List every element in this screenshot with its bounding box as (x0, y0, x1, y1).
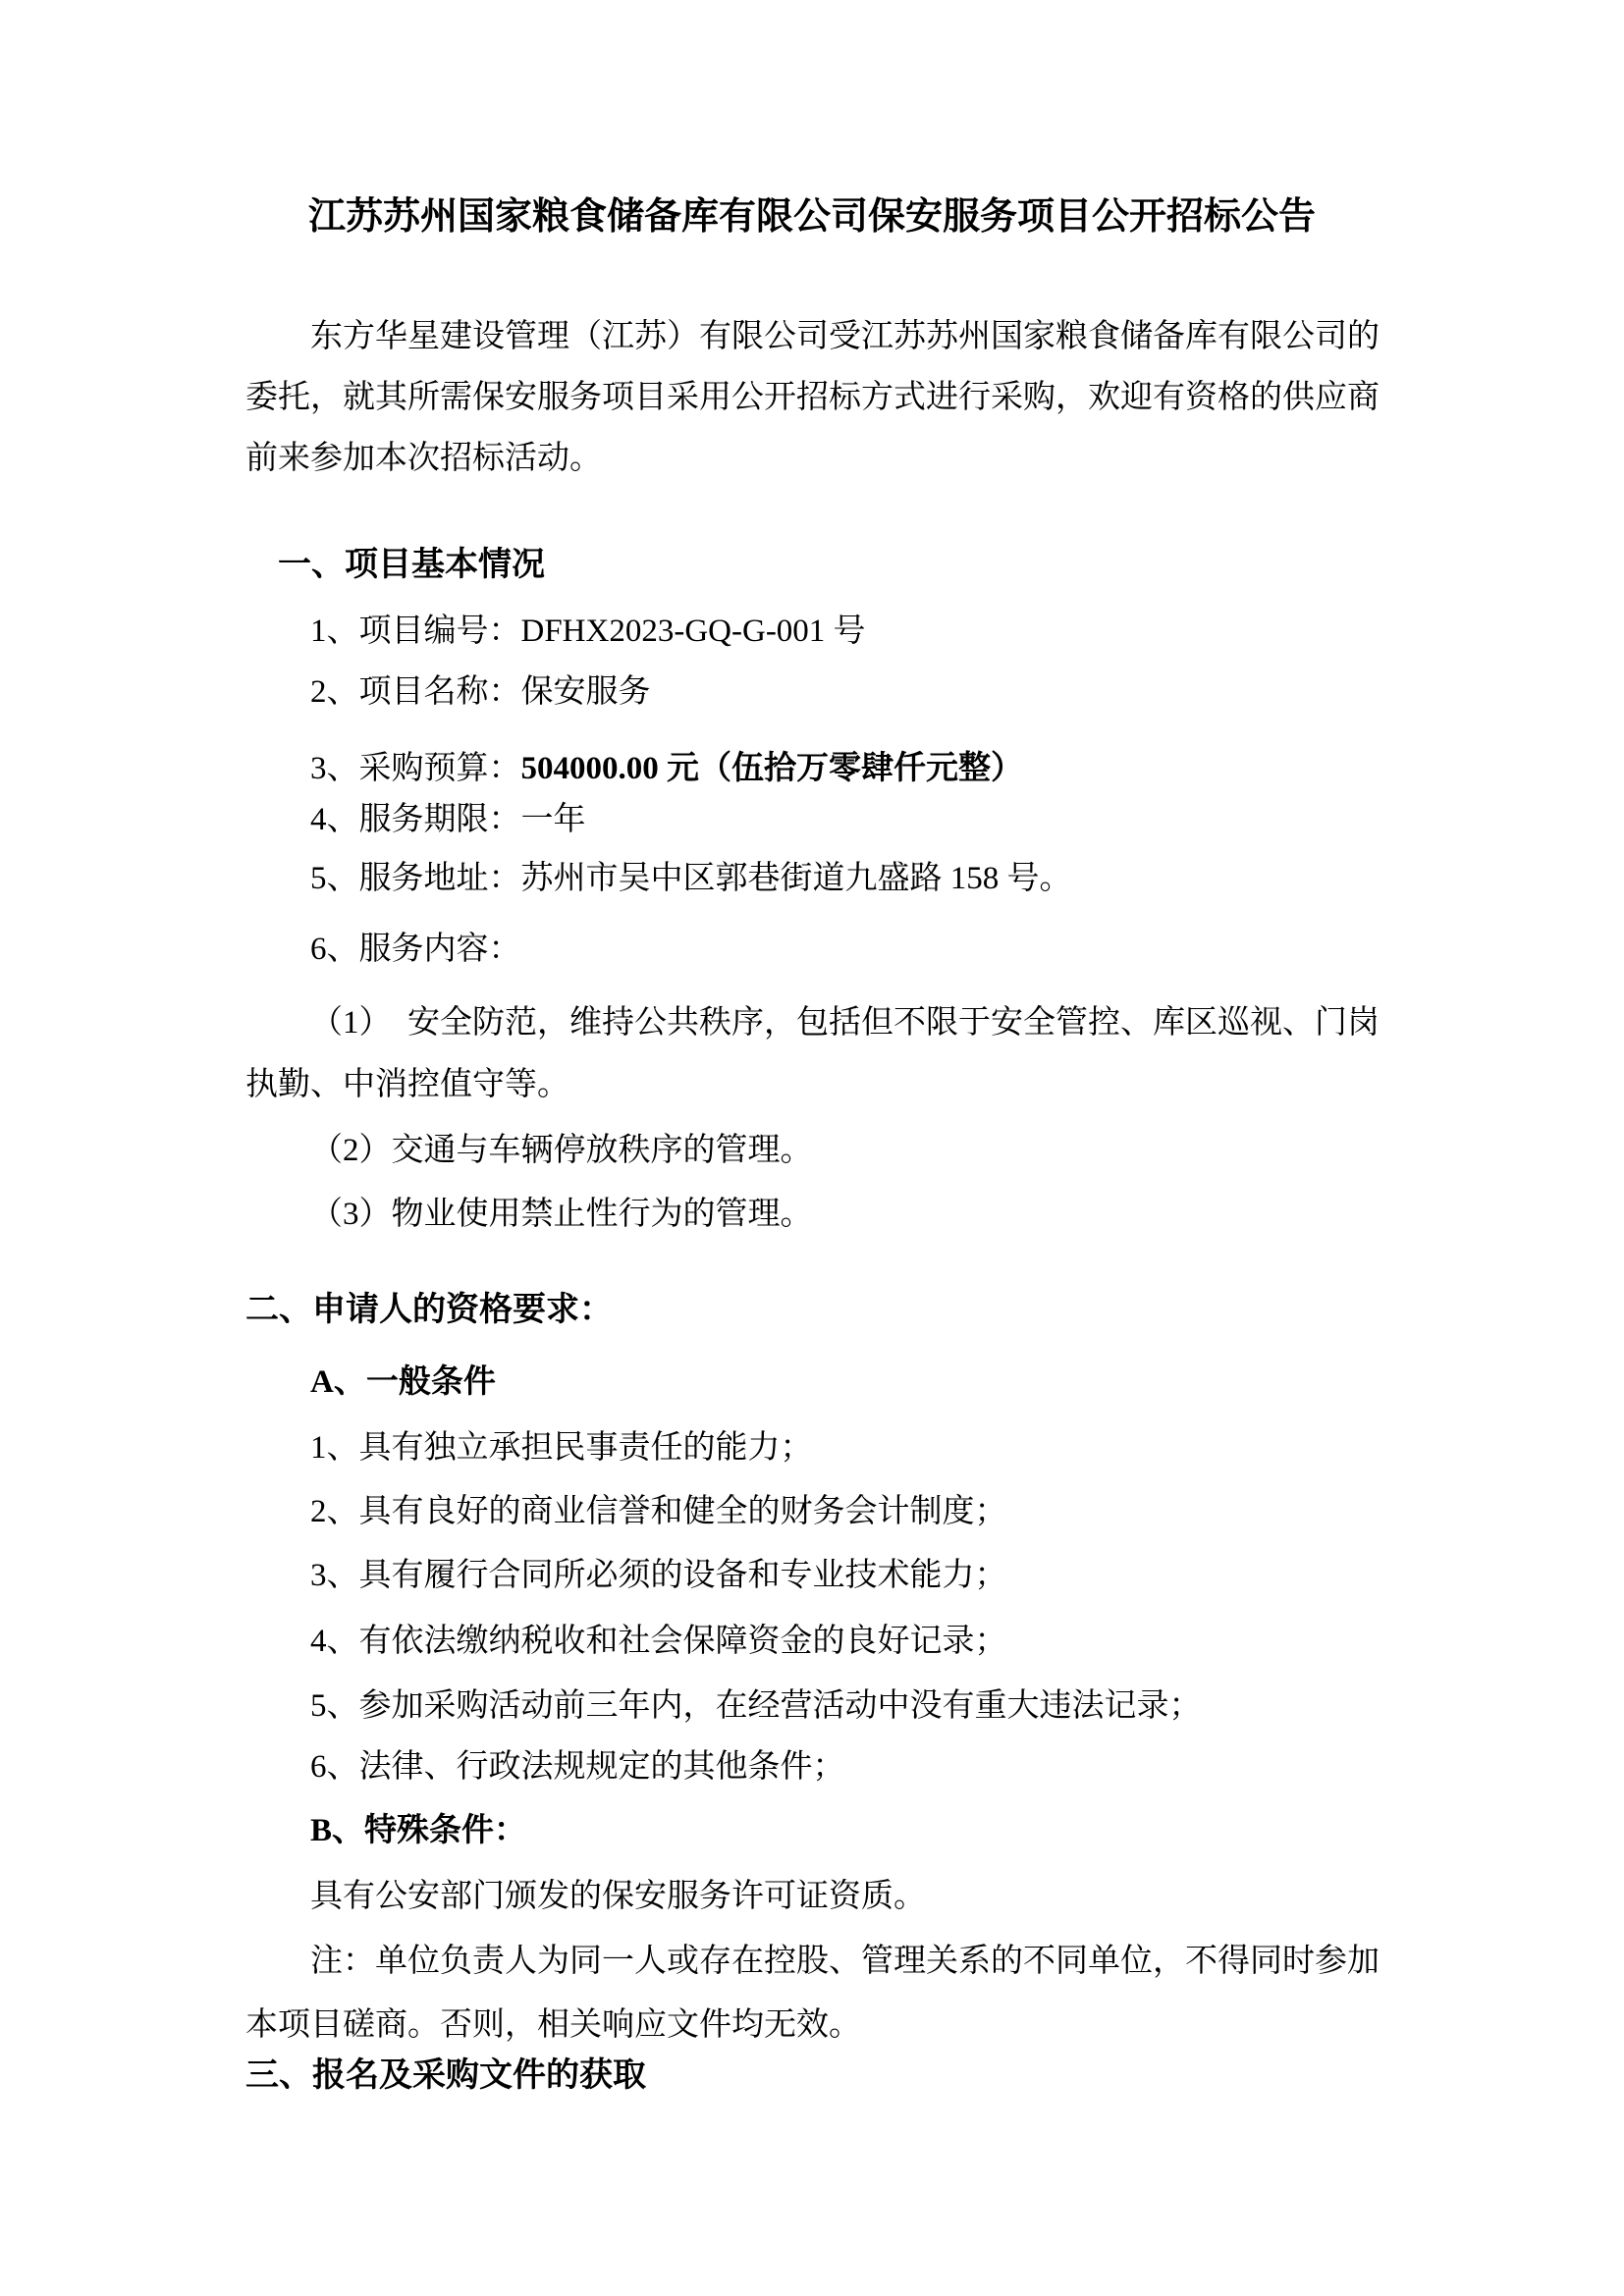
intro-line-1: 东方华星建设管理（江苏）有限公司受江苏苏州国家粮食储备库有限公司的 (310, 319, 1380, 354)
general-condition-3: 3、具有履行合同所必须的设备和专业技术能力； (310, 1558, 1007, 1593)
service-content-sub3: （3）物业使用禁止性行为的管理。 (310, 1197, 813, 1232)
special-condition-text: 具有公安部门颁发的保安服务许可证资质。 (310, 1879, 926, 1914)
intro-line-3: 前来参加本次招标活动。 (245, 441, 602, 476)
project-name-item: 2、项目名称：保安服务 (310, 674, 651, 710)
general-condition-1: 1、具有独立承担民事责任的能力； (310, 1430, 813, 1466)
general-conditions-heading: A、一般条件 (310, 1364, 496, 1400)
budget-item (310, 751, 1023, 788)
service-content-sub2: （2）交通与车辆停放秩序的管理。 (310, 1133, 813, 1168)
general-condition-4: 4、有依法缴纳税收和社会保障资金的良好记录； (310, 1624, 1007, 1659)
note-line-1: 注：单位负责人为同一人或存在控股、管理关系的不同单位，不得同时参加 (310, 1944, 1380, 1979)
budget-item-label: 3、采购预算： (310, 751, 521, 786)
doc-title: 江苏苏州国家粮食储备库有限公司保安服务项目公开招标公告 (307, 196, 1316, 238)
service-content-sub1-line2: 执勤、中消控值守等。 (245, 1067, 569, 1102)
section-2-heading: 二、申请人的资格要求： (245, 1292, 613, 1328)
service-period-item: 4、服务期限：一年 (310, 802, 586, 837)
general-condition-2: 2、具有良好的商业信誉和健全的财务会计制度； (310, 1494, 1007, 1529)
general-condition-5: 5、参加采购活动前三年内，在经营活动中没有重大违法记录； (310, 1688, 1202, 1724)
general-condition-6: 6、法律、行政法规规定的其他条件； (310, 1749, 845, 1785)
note-line-2: 本项目磋商。否则，相关响应文件均无效。 (245, 2007, 861, 2043)
budget-item-value: 504000.00 元（伍拾万零肆仟元整） (520, 751, 1023, 786)
service-content-item: 6、服务内容： (310, 932, 521, 967)
section-1-heading: 一、项目基本情况 (278, 547, 545, 583)
service-content-sub1-line1: （1） 安全防范，维持公共秩序，包括但不限于安全管控、库区巡视、门岗 (310, 1005, 1380, 1041)
service-address-item: 5、服务地址：苏州市吴中区郭巷街道九盛路 158 号。 (310, 861, 1072, 896)
special-conditions-heading: B、特殊条件： (310, 1813, 527, 1848)
section-3-heading: 三、报名及采购文件的获取 (245, 2057, 646, 2094)
project-number-item: 1、项目编号：DFHX2023-GQ-G-001 号 (310, 614, 866, 649)
intro-line-2: 委托，就其所需保安服务项目采用公开招标方式进行采购，欢迎有资格的供应商 (245, 380, 1380, 415)
